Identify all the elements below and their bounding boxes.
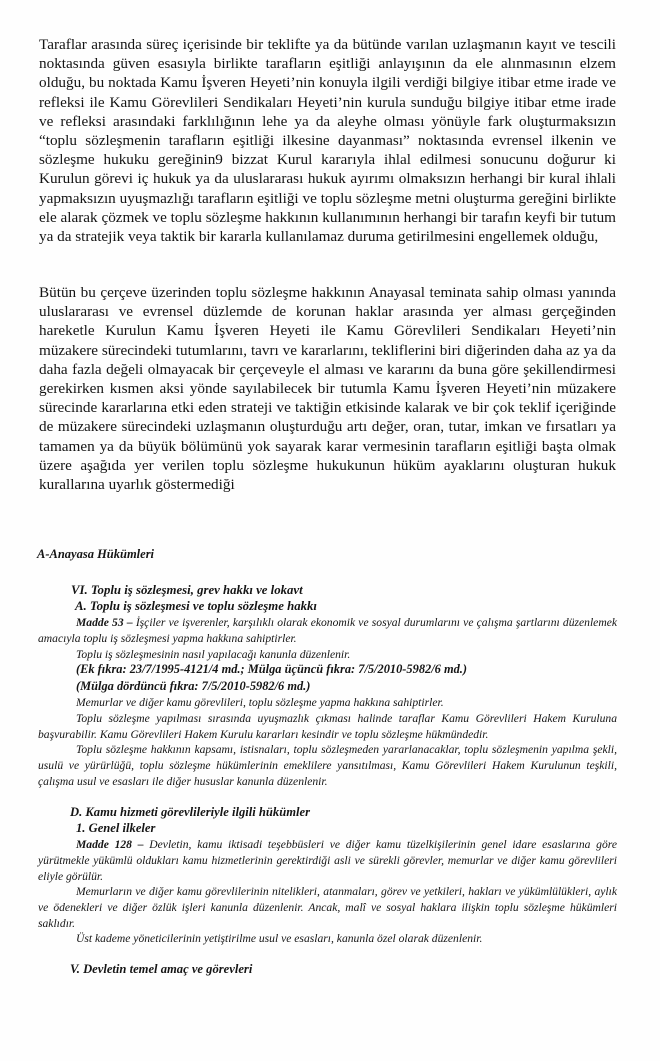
article-53 <box>38 615 617 647</box>
paragraph-constitutional-guarantee: Bütün bu çerçeve üzerinden toplu sözleşme hakkının Anayasal teminata sahip olması yanında uluslararası ve evrensel düzlemde de korunan haklar arasında yer alması gerçeğinden hareketle Kurulun Kamu İşveren Heyeti ile Kamu Görevlileri Sendikaları Heyeti’nin müzakere sürecindeki tutumlarını, tavrı ve kararlarını, tekliflerini biri diğerinden daha az ya da daha fazla değeli olmayacak bir çerçeveyle el alması ve kararını da buna göre şekillendirmesi gerekirken kısmen aksi yönde sayılabilecek bir tutumla Kamu İşveren Heyeti’nin müzakere sürecinde kararlarına etki eden strateji ve taktiğin etkisinde kalarak ve bir çok teklif içeriğinde de müzakere sürecindeki uzlaşmanın oluşturduğu artı değer, oran, tutar, imkan ve fırsatları ya tamamen ya da büyük bölümünü yok sayarak karar vermesinin tarafların eşitliği başta olmak üzere aşağıda yer verilen toplu sözleşme hukukunun hüküm ayaklarını oluşturan hukuk kurallarına uyarlık göstermediği <box>39 284 616 494</box>
heading-collective-agreement-right: A. Toplu iş sözleşmesi ve toplu sözleşme hakkı <box>75 599 317 613</box>
article-53-line-1: Toplu iş sözleşmesinin nasıl yapılacağı kanunla düzenlenir. <box>76 648 351 661</box>
article-128 <box>38 837 617 884</box>
article-128-label: Madde 128 – <box>76 838 144 851</box>
article-53-label: Madde 53 – <box>76 616 133 629</box>
article-53-scope-paragraph: Toplu sözleşme hakkının kapsamı, istisnaları, toplu sözleşmeden yararlanacaklar, toplu sözleşmenin yapılma şekli, usulü ve yürürlüğü, toplu sözleşme hükümlerinin emeklilere yansıtılması, Kamu Görevlileri Hakem Kurulunun teşkili, çalışma usul ve esasları ile diğer hususlar kanunla düzenlenir. <box>38 743 617 788</box>
heading-general-principles: 1. Genel ilkeler <box>76 821 156 835</box>
article-53-dispute-paragraph: Toplu sözleşme yapılması sırasında uyuşmazlık çıkması halinde taraflar Kamu Görevlileri Hakem Kuruluna başvurabilir. Kamu Görevlileri Hakem Kurulu kararları kesindir ve toplu sözleşme hükmündedir. <box>38 712 617 741</box>
article-128-text: Devletin, kamu iktisadi teşebbüsleri ve diğer kamu tüzelkişilerinin genel idare esaslarına göre yürütmekle yükümlü oldukları kamu hizmetlerinin gerektirdiği asli ve sürekli görevler, memurlar ve diğer kamu görevlileri eliyle görülür. <box>38 838 617 883</box>
heading-public-service-provisions: D. Kamu hizmeti görevlileriyle ilgili hükümler <box>70 805 310 819</box>
article-53-text: İşçiler ve işverenler, karşılıklı olarak ekonomik ve sosyal durumlarını ve çalışma şartlarını düzenlemek amacıyla toplu iş sözleşmesi yapma hakkına sahiptirler. <box>38 616 617 645</box>
heading-collective-agreement-strike: VI. Toplu iş sözleşmesi, grev hakkı ve lokavt <box>71 583 303 597</box>
article-53-repeal-note: (Mülga dördüncü fıkra: 7/5/2010-5982/6 md.) <box>76 679 311 693</box>
article-128-senior-managers-paragraph: Üst kademe yöneticilerinin yetiştirilme usul ve esasları, kanunla özel olarak düzenlenir. <box>76 932 483 945</box>
article-128-civil-servants-paragraph: Memurların ve diğer kamu görevlilerinin nitelikleri, atanmaları, görev ve yetkileri, hakları ve yükümlülükleri, aylık ve ödenekleri ve diğer özlük işleri kanunla düzenlenir. Ancak, malî ve sosyal haklara ilişkin toplu sözleşme hükümleri saklıdır. <box>38 885 617 930</box>
article-53-line-civil-servants: Memurlar ve diğer kamu görevlileri, toplu sözleşme yapma hakkına sahiptirler. <box>76 696 444 709</box>
heading-state-fundamental-aims: V. Devletin temel amaç ve görevleri <box>70 962 253 976</box>
paragraph-parties-equality: Taraflar arasında süreç içerisinde bir teklifte ya da bütünde varılan uzlaşmanın kayıt ve tescili noktasında güven esasıyla birlikte tarafların eşitliği anlayışının da ele alınmasının elzem olduğu, bu noktada Kamu İşveren Heyeti’nin konuyla ilgili verdiği bilgiye itibar etme irade ve refleksi ile Kamu Görevlileri Sendikaları Heyeti’nin kurula sunduğu bilgiye itibar etme irade ve refleksi arasındaki farklılığının lehe ya da aleyhe olması yönüyle fark oluşturmaksızın “toplu sözleşmenin tarafların eşitliği ilkesine dayanması” noktasında evrensel ilkenin ve sözleşme hukuku gereğinin9 bizzat Kurul kararıyla ihlal edilmesi sonucunu doğurur ki Kurulun görevi iç hukuk ya da uluslararası hukuk ayırımı olmaksızın herhangi bir kural ihlali yapmaksızın uyuşmazlığı tarafların eşitliği ve toplu sözleşme metni oluşturma gereğini birlikte ele alarak çözmek ve toplu sözleşme hakkının kullanımının herhangi bir tarafın keyfi bir tutum ya da stratejik veya taktik bir kararla kullanılamaz duruma getirilmesini engellemek olduğu, <box>39 36 616 246</box>
article-53-amendment-note: (Ek fıkra: 23/7/1995-4121/4 md.; Mülga üçüncü fıkra: 7/5/2010-5982/6 md.) <box>76 662 468 676</box>
heading-constitution-provisions: A-Anayasa Hükümleri <box>37 547 155 561</box>
